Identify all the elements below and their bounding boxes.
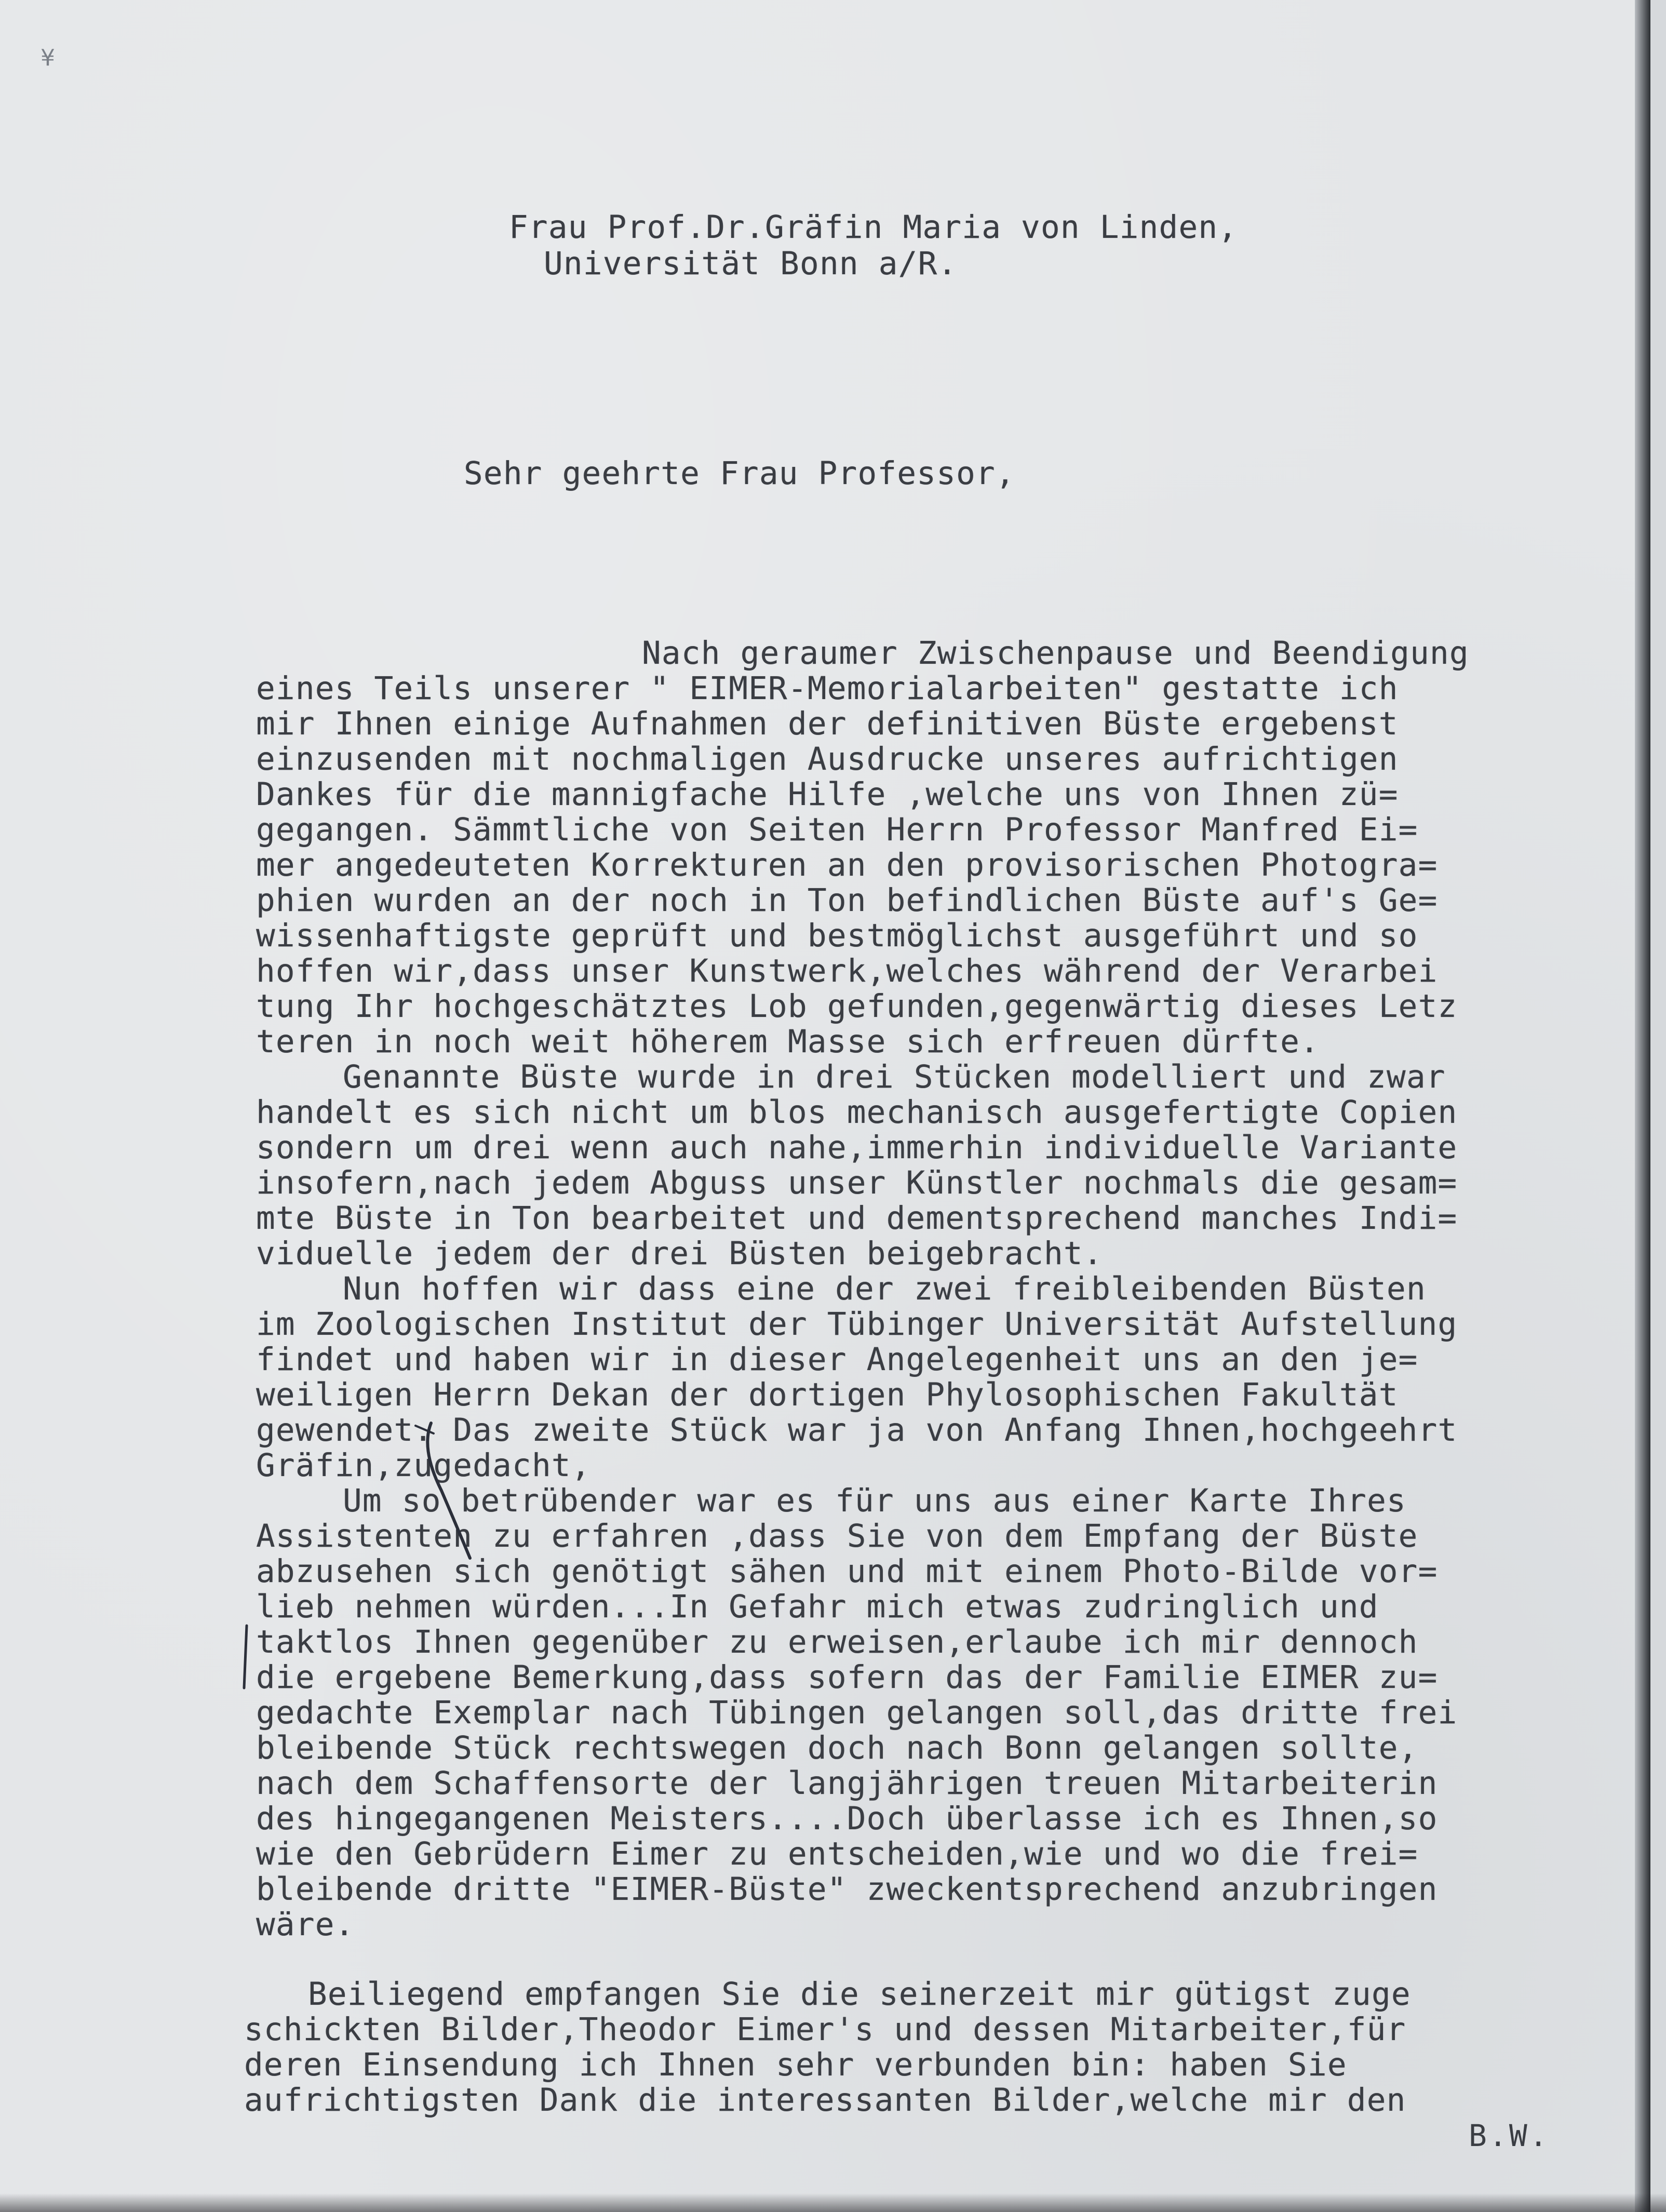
body-line: wäre. <box>256 1906 355 1943</box>
body-line: Assistenten zu erfahren ,dass Sie von dem Empfang der Büste <box>256 1518 1418 1554</box>
body-line: insofern,nach jedem Abguss unser Künstler nochmals die gesam= <box>256 1164 1458 1201</box>
body-line: findet und haben wir in dieser Angelegenheit uns an den je= <box>256 1341 1418 1378</box>
body-line: viduelle jedem der drei Büsten beigebracht. <box>256 1235 1103 1272</box>
body-line: schickten Bilder,Theodor Eimer's und dessen Mitarbeiter,für <box>244 2011 1406 2048</box>
body-line: sondern um drei wenn auch nahe,immerhin individuelle Variante <box>256 1129 1458 1166</box>
body-line: Beiliegend empfangen Sie die seinerzeit mir gütigst zuge <box>308 1976 1411 2013</box>
body-line: Dankes für die mannigfache Hilfe ,welche uns von Ihnen zü= <box>256 776 1399 813</box>
body-line: teren in noch weit höherem Masse sich erfreuen dürfte. <box>256 1023 1320 1060</box>
body-line: des hingegangenen Meisters....Doch überlasse ich es Ihnen,so <box>256 1800 1438 1837</box>
body-line: bleibende dritte "EIMER-Büste" zweckentsprechend anzubringen <box>256 1871 1438 1908</box>
body-line: nach dem Schaffensorte der langjährigen treuen Mitarbeiterin <box>256 1765 1438 1802</box>
page-edge-shadow <box>1635 0 1650 2212</box>
address-line-2: Universität Bonn a/R. <box>544 245 958 282</box>
body-line: aufrichtigsten Dank die interessanten Bilder,welche mir den <box>244 2082 1406 2119</box>
body-line: einzusenden mit nochmaligen Ausdrucke unseres aufrichtigen <box>256 741 1399 777</box>
body-line: handelt es sich nicht um blos mechanisch ausgefertigte Copien <box>256 1094 1458 1131</box>
body-line: Gräfin,zugedacht, <box>256 1447 591 1484</box>
body-line: Genannte Büste wurde in drei Stücken modelliert und zwar <box>343 1058 1446 1095</box>
body-line: gedachte Exemplar nach Tübingen gelangen soll,das dritte frei <box>256 1694 1458 1731</box>
body-line: mte Büste in Ton bearbeitet und dementsprechend manches Indi= <box>256 1200 1458 1237</box>
body-line: Nach geraumer Zwischenpause und Beendigung <box>642 635 1469 672</box>
body-line: die ergebene Bemerkung,dass sofern das der Familie EIMER zu= <box>256 1659 1438 1696</box>
body-line: phien wurden an der noch in Ton befindlichen Büste auf's Ge= <box>256 882 1438 919</box>
body-line: gewendet. Das zweite Stück war ja von Anfang Ihnen,hochgeehrt <box>256 1412 1458 1449</box>
signature-initials: B.W. <box>1469 2118 1550 2153</box>
salutation: Sehr geehrte Frau Professor, <box>464 455 1015 492</box>
body-line: im Zoologischen Institut der Tübinger Universität Aufstellung <box>256 1306 1458 1343</box>
scan-bottom-band <box>0 2193 1666 2212</box>
address-line-1: Frau Prof.Dr.Gräfin Maria von Linden, <box>509 209 1238 246</box>
body-line: Um so betrübender war es für uns aus einer Karte Ihres <box>343 1482 1406 1519</box>
body-line: bleibende Stück rechtswegen doch nach Bonn gelangen sollte, <box>256 1730 1418 1766</box>
body-line: hoffen wir,dass unser Kunstwerk,welches während der Verarbei <box>256 953 1438 989</box>
body-line: gegangen. Sämmtliche von Seiten Herrn Professor Manfred Ei= <box>256 811 1418 848</box>
body-line: wie den Gebrüdern Eimer zu entscheiden,wie und wo die frei= <box>256 1835 1418 1872</box>
body-line: taktlos Ihnen gegenüber zu erweisen,erlaube ich mir dennoch <box>256 1624 1418 1660</box>
body-line: Nun hoffen wir dass eine der zwei freibleibenden Büsten <box>343 1270 1426 1307</box>
body-line: eines Teils unserer " EIMER-Memorialarbeiten" gestatte ich <box>256 670 1399 707</box>
body-line: tung Ihr hochgeschätztes Lob gefunden,gegenwärtig dieses Letz <box>256 988 1458 1025</box>
body-line: mir Ihnen einige Aufnahmen der definitiven Büste ergebenst <box>256 705 1399 742</box>
body-line: lieb nehmen würden...In Gefahr mich etwas zudringlich und <box>256 1588 1379 1625</box>
body-line: deren Einsendung ich Ihnen sehr verbunden bin: haben Sie <box>244 2046 1347 2083</box>
body-line: mer angedeuteten Korrekturen an den provisorischen Photogra= <box>256 847 1438 883</box>
corner-mark: ¥ <box>41 45 55 71</box>
body-line: weiligen Herrn Dekan der dortigen Phylosophischen Fakultät <box>256 1376 1399 1413</box>
body-line: abzusehen sich genötigt sähen und mit einem Photo-Bilde vor= <box>256 1553 1438 1590</box>
body-line: wissenhaftigste geprüft und bestmöglichst ausgeführt und so <box>256 917 1418 954</box>
